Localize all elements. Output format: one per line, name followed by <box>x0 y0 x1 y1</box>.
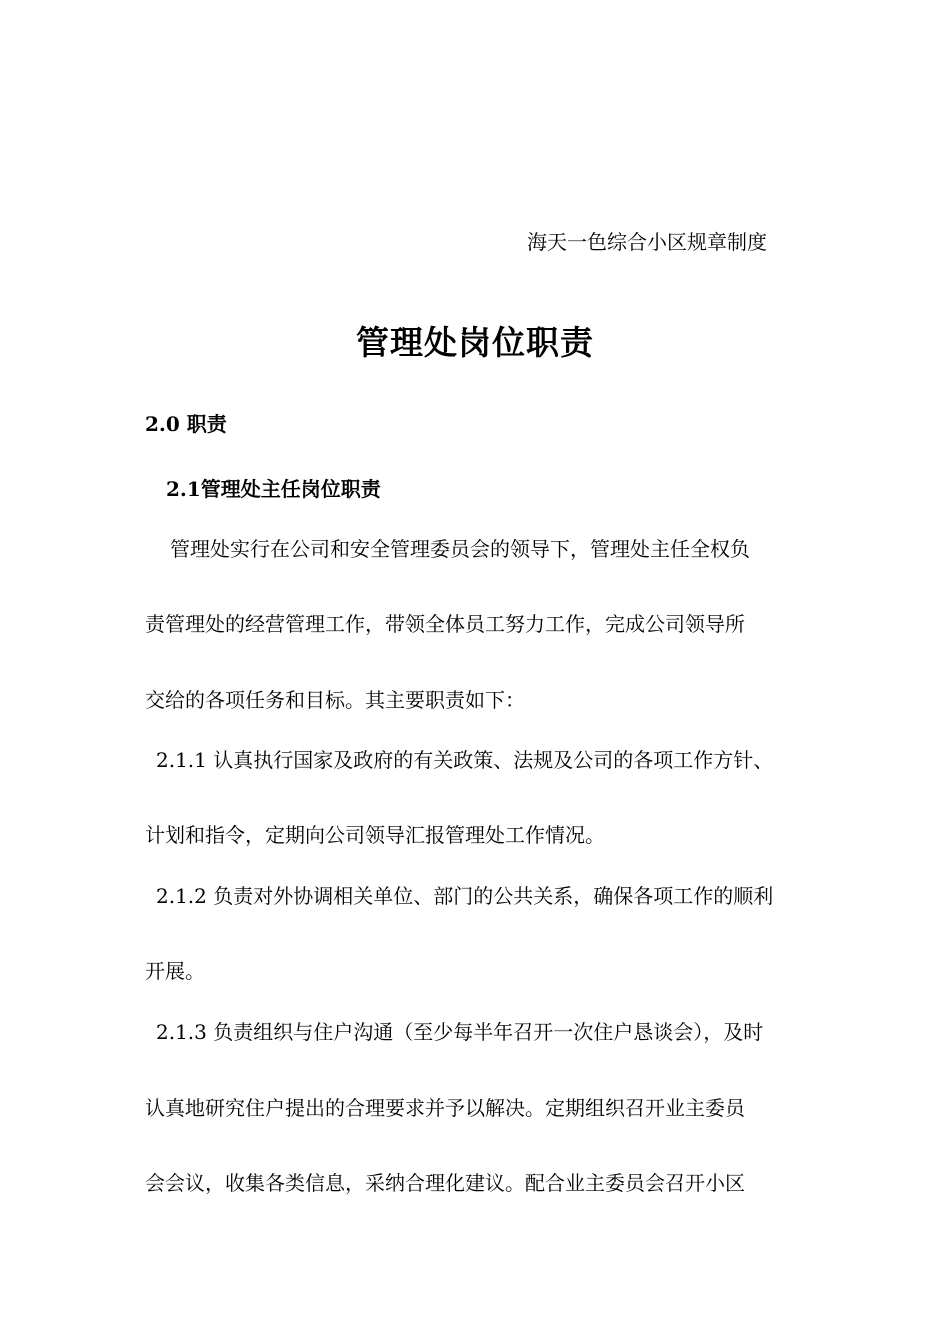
paragraph-line: 责管理处的经营管理工作，带领全体员工努力工作，完成公司领导所 <box>145 612 745 636</box>
subsection-heading: 2.1管理处主任岗位职责 <box>166 477 381 501</box>
list-item-line: 开展。 <box>145 959 205 983</box>
list-item-line: 2.1.3 负责组织与住户沟通（至少每半年召开一次住户恳谈会），及时 <box>156 1020 764 1044</box>
section-heading: 2.0 职责 <box>145 412 227 436</box>
list-item-line: 2.1.2 负责对外协调相关单位、部门的公共关系，确保各项工作的顺利 <box>156 884 774 908</box>
document-header: 海天一色综合小区规章制度 <box>527 230 767 254</box>
page-title: 管理处岗位职责 <box>356 323 594 362</box>
list-item-line: 认真地研究住户提出的合理要求并予以解决。定期组织召开业主委员 <box>145 1096 745 1120</box>
paragraph-line: 交给的各项任务和目标。其主要职责如下： <box>145 688 525 712</box>
list-item-line: 计划和指令，定期向公司领导汇报管理处工作情况。 <box>145 823 605 847</box>
list-item-line: 会会议，收集各类信息，采纳合理化建议。配合业主委员会召开小区 <box>145 1171 745 1195</box>
list-item-line: 2.1.1 认真执行国家及政府的有关政策、法规及公司的各项工作方针、 <box>156 748 774 772</box>
paragraph-line: 管理处实行在公司和安全管理委员会的领导下，管理处主任全权负 <box>170 537 750 561</box>
